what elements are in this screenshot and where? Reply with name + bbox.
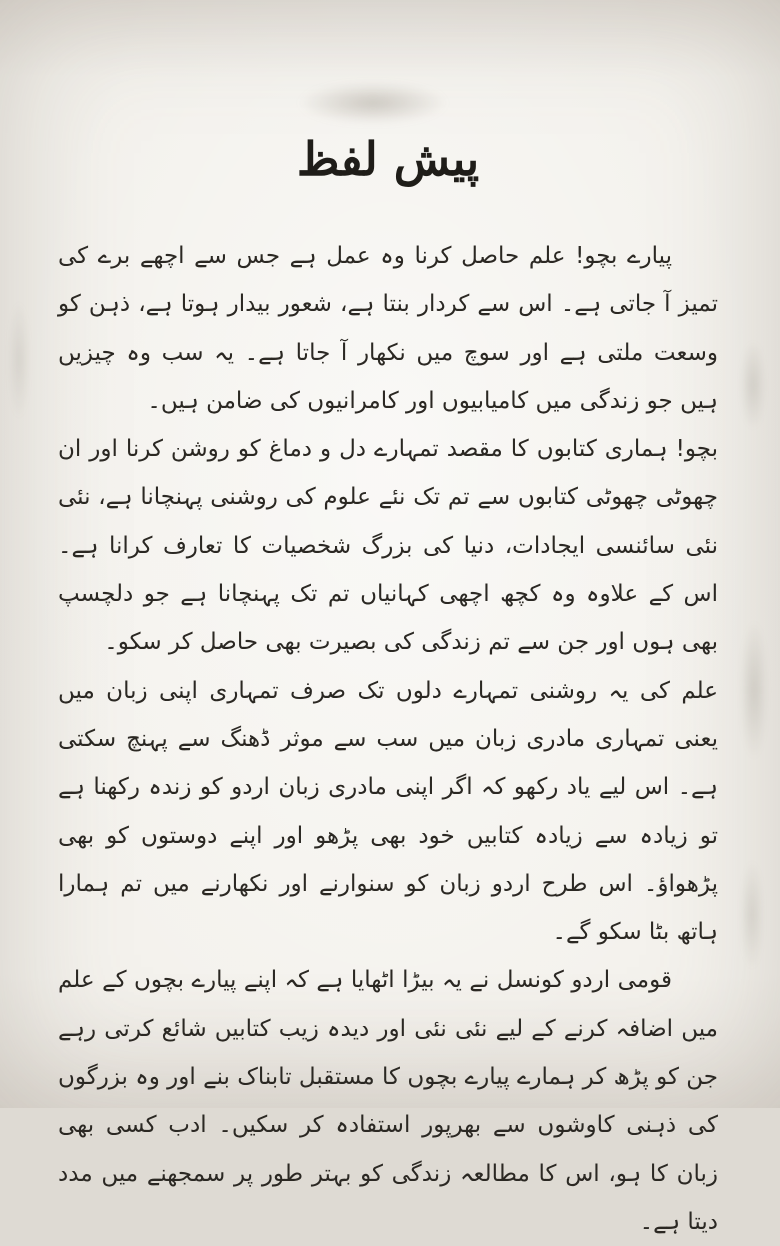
- paragraph: قومی اردو کونسل نے یہ بیڑا اٹھایا ہے کہ اپنے پیارے بچوں کے علم میں اضافہ کرنے کے لیے نئی نئی اور دیدہ زیب کتابیں شائع کرتی رہے جن کو پڑھ کر ہمارے پیارے بچوں کا مستقبل تابناک بنے اور وہ بزرگوں کی ذہنی کاوشوں سے بھرپور استفادہ کر سکیں۔ ادب کسی بھی زبان کا ہو، اس کا مطالعہ زندگی کو بہتر طور پر سمجھنے میں مدد دیتا ہے۔: [58, 967, 718, 1235]
- paragraph: علم کی یہ روشنی تمہارے دلوں تک صرف تمہاری اپنی زبان میں یعنی تمہاری مادری زبان میں سب سے موثر ڈھنگ سے پہنچ سکتی ہے۔ اس لیے یاد رکھو کہ اگر اپنی مادری زبان اردو کو زندہ رکھنا ہے تو زیادہ سے زیادہ کتابیں خود بھی پڑھو اور اپنے دوستوں کو بھی پڑھواؤ۔ اس طرح اردو زبان کو سنوارنے اور نکھارنے میں تم ہمارا ہاتھ بٹا سکو گے۔: [58, 677, 718, 946]
- paragraph: بچو! ہماری کتابوں کا مقصد تمہارے دل و دماغ کو روشن کرنا اور ان چھوٹی چھوٹی کتابوں سے تم تک نئے علوم کی روشنی پہنچانا ہے، نئی نئی سائنسی ایجادات، دنیا کی بزرگ شخصیات کا تعارف کرانا ہے۔ اس کے علاوہ وہ کچھ اچھی کہانیاں تم تک پہنچانا ہے جو دلچسپ بھی ہوں اور جن سے تم زندگی کی بصیرت بھی حاصل کر سکو۔: [58, 436, 718, 656]
- paragraph: پیارے بچو! علم حاصل کرنا وہ عمل ہے جس سے اچھے برے کی تمیز آ جاتی ہے۔ اس سے کردار بنتا ہے، شعور بیدار ہوتا ہے، ذہن کو وسعت ملتی ہے اور سوچ میں نکھار آ جاتا ہے۔ یہ سب وہ چیزیں ہیں جو زندگی میں کامیابیوں اور کامرانیوں کی ضامن ہیں۔: [58, 243, 718, 414]
- page-title: پیش لفظ: [296, 132, 480, 186]
